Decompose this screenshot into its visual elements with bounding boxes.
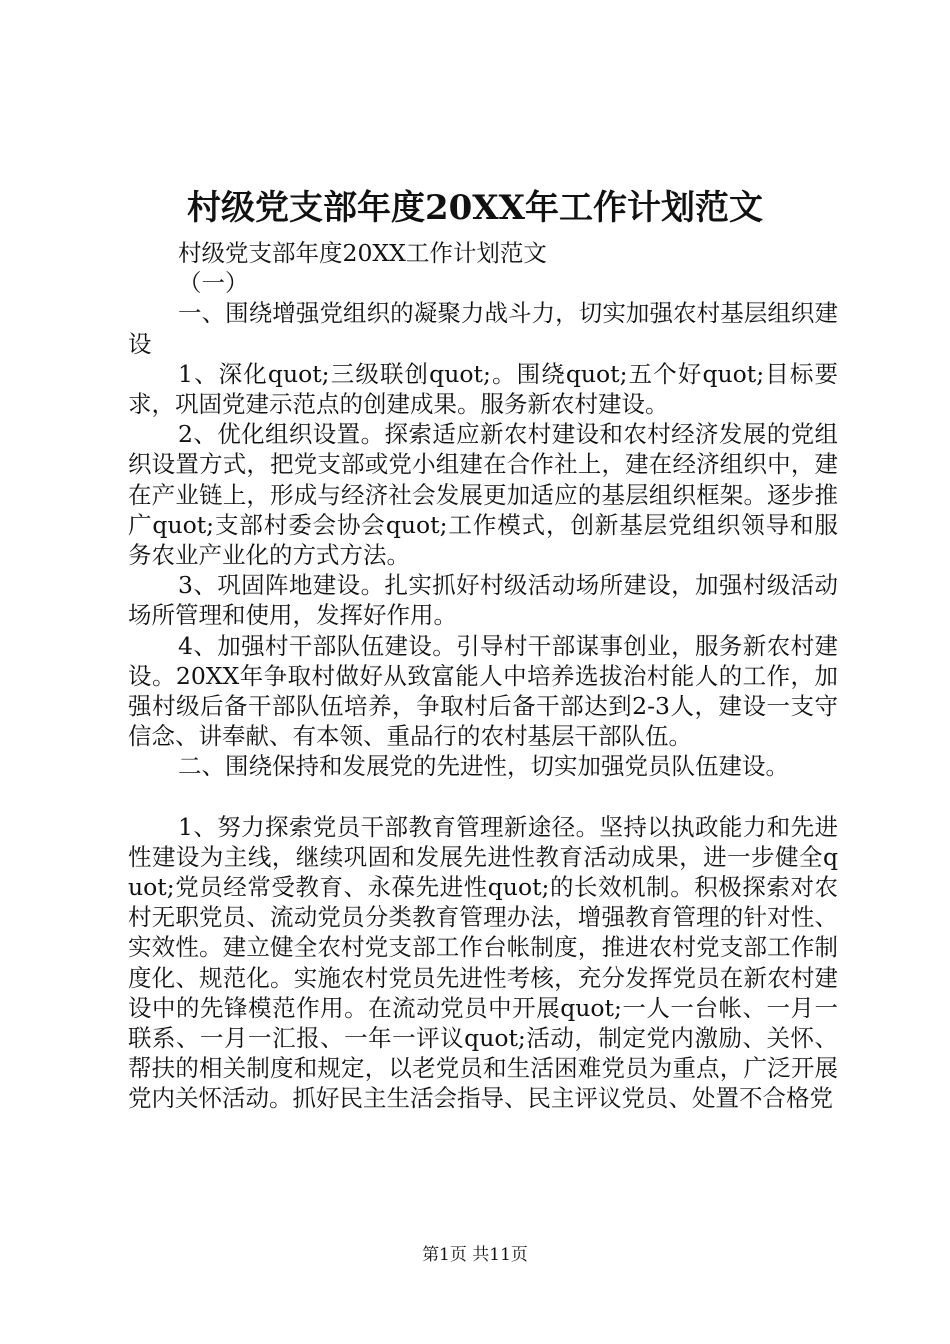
section-two-heading: 二、围绕保持和发展党的先进性，切实加强党员队伍建设。 <box>178 752 789 781</box>
section-number-paragraph: （一） <box>178 269 249 298</box>
page-footer: 第1页 共11页 <box>422 1245 528 1265</box>
item-3-paragraph: 3、巩固阵地建设。扎实抓好村级活动场所建设，加强村级活动场所管理和使用，发挥好作用。 <box>128 571 838 630</box>
document-body <box>128 238 838 1114</box>
section-two-item-1-paragraph: 1、努力探索党员干部教育管理新途径。坚持以执政能力和先进性建设为主线，继续巩固和发展先进性教育活动成果，进一步健全quot;党员经常受教育、永葆先进性quot;的长效机制。积极探索对农村无职党员、流动党员分类教育管理办法，增强教育管理的针对性、实效性。建立健全农村党支部工作台帐制度，推进农村党支部工作制度化、规范化。实施农村党员先进性考核，充分发挥党员在新农村建设中的先锋模范作用。在流动党员中开展quot;一人一台帐、一月一联系、一月一汇报、一年一评议quot;活动，制定党内激励、关怀、帮扶的相关制度和规定，以老党员和生活困难党员为重点，广泛开展党内关怀活动。抓好民主生活会指导、民主评议党员、处置不合格党 <box>128 812 838 1113</box>
item-1-paragraph: 1、深化quot;三级联创quot;。围绕quot;五个好quot;目标要求，巩固党建示范点的创建成果。服务新农村建设。 <box>128 359 838 419</box>
item-2-paragraph: 2、优化组织设置。探索适应新农村建设和农村经济发展的党组织设置方式，把党支部或党小组建在合作社上，建在经济组织中，建在产业链上，形成与经济社会发展更加适应的基层组织框架。逐步推广quot;支部村委会协会quot;工作模式，创新基层党组织领导和服务农业产业化的方式方法。 <box>128 420 838 570</box>
subtitle-paragraph: 村级党支部年度20XX工作计划范文 <box>178 239 547 267</box>
item-4-paragraph: 4、加强村干部队伍建设。引导村干部谋事创业，服务新农村建设。20XX年争取村做好从致富能人中培养选拔治村能人的工作，加强村级后备干部队伍培养，争取村后备干部达到2-3人，建设一支守信念、讲奉献、有本领、重品行的农村基层干部队伍。 <box>128 631 838 751</box>
document-title: 村级党支部年度20XX年工作计划范文 <box>186 188 764 228</box>
section-one-heading: 一、围绕增强党组织的凝聚力战斗力，切实加强农村基层组织建设 <box>128 299 838 358</box>
